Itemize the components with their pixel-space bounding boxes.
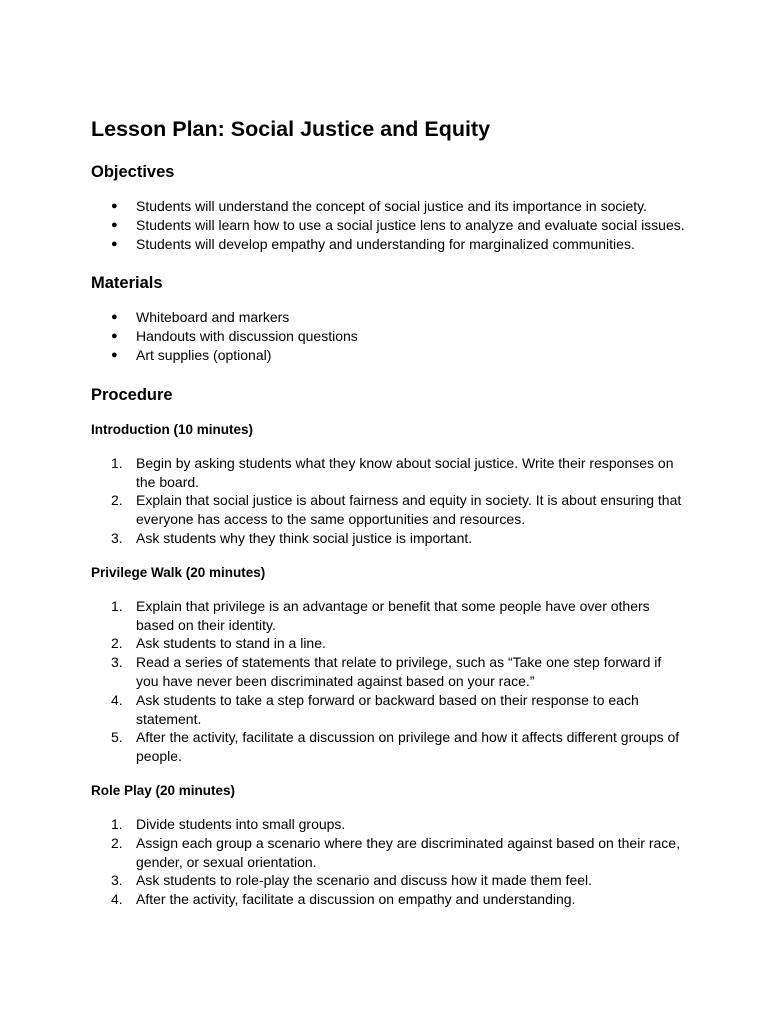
list-item xyxy=(91,454,691,492)
step-text: Ask students to role-play the scenario and discuss how it made them feel. xyxy=(136,872,593,889)
step-text: Explain that social justice is about fairness and equity in society. It is about ensuring that xyxy=(136,492,682,509)
step-number: 4. xyxy=(111,891,123,908)
introduction-steps xyxy=(91,454,691,548)
step-text-continued: everyone has access to the same opportunities and resources. xyxy=(136,511,526,528)
step-number: 2. xyxy=(111,492,123,509)
step-number: 4. xyxy=(111,691,123,708)
step-number: 1. xyxy=(111,454,123,471)
step-text-continued: you have never been discriminated against based on your race.” xyxy=(136,672,535,689)
list-item: ● Handouts with discussion questions xyxy=(91,327,691,346)
list-item xyxy=(91,871,691,890)
list-item xyxy=(91,597,691,635)
objectives-heading: Objectives xyxy=(91,163,175,181)
step-number: 1. xyxy=(111,815,123,832)
list-item xyxy=(91,691,691,729)
step-text: Assign each group a scenario where they are discriminated against based on their race, xyxy=(136,834,680,851)
step-text: Ask students to stand in a line. xyxy=(136,635,326,652)
introduction-heading: Introduction (10 minutes) xyxy=(91,421,253,437)
step-text: Ask students why they think social justice is important. xyxy=(136,529,473,546)
list-item xyxy=(91,815,691,834)
page-title: Lesson Plan: Social Justice and Equity xyxy=(91,117,491,141)
step-text-continued: people. xyxy=(136,748,182,765)
privilege-walk-steps xyxy=(91,597,691,766)
list-item xyxy=(91,653,691,691)
procedure-heading: Procedure xyxy=(91,385,173,404)
list-item xyxy=(91,834,691,872)
list-item xyxy=(91,890,691,909)
step-text: Explain that privilege is an advantage or benefit that some people have over others xyxy=(136,597,650,614)
role-play-heading: Role Play (20 minutes) xyxy=(91,782,236,798)
list-item xyxy=(91,529,691,548)
privilege-walk-heading: Privilege Walk (20 minutes) xyxy=(91,564,266,580)
list-item xyxy=(91,634,691,653)
step-number: 3. xyxy=(111,654,123,671)
step-number: 3. xyxy=(111,529,123,546)
step-text: After the activity, facilitate a discussion on empathy and understanding. xyxy=(136,891,576,908)
list-item xyxy=(91,491,691,529)
step-text: Divide students into small groups. xyxy=(136,815,346,832)
list-item: ● Students will learn how to use a social justice lens to analyze and evaluate social issues. xyxy=(91,216,691,235)
step-text: Ask students to take a step forward or backward based on their response to each xyxy=(136,691,639,708)
objectives-list xyxy=(91,197,691,253)
list-item: ● Art supplies (optional) xyxy=(91,346,691,365)
step-number: 2. xyxy=(111,834,123,851)
list-item: ● Students will develop empathy and understanding for marginalized communities. xyxy=(91,235,691,254)
step-number: 1. xyxy=(111,597,123,614)
list-item: ● Students will understand the concept of social justice and its importance in society. xyxy=(91,197,691,216)
step-text-continued: statement. xyxy=(136,710,202,727)
materials-list xyxy=(91,308,691,364)
step-number: 5. xyxy=(111,729,123,746)
step-number: 2. xyxy=(111,635,123,652)
list-item xyxy=(91,728,691,766)
step-text-continued: gender, or sexual orientation. xyxy=(136,853,317,870)
step-text-continued: the board. xyxy=(136,473,200,490)
step-text: Begin by asking students what they know about social justice. Write their responses on xyxy=(136,454,674,471)
role-play-steps xyxy=(91,815,691,909)
document-body xyxy=(91,112,691,909)
step-text: Read a series of statements that relate to privilege, such as “Take one step forward if xyxy=(136,654,662,671)
step-number: 3. xyxy=(111,872,123,889)
step-text: After the activity, facilitate a discussion on privilege and how it affects different groups of xyxy=(136,729,680,746)
materials-heading: Materials xyxy=(91,274,163,293)
list-item: ● Whiteboard and markers xyxy=(91,308,691,327)
step-text-continued: based on their identity. xyxy=(136,616,276,633)
